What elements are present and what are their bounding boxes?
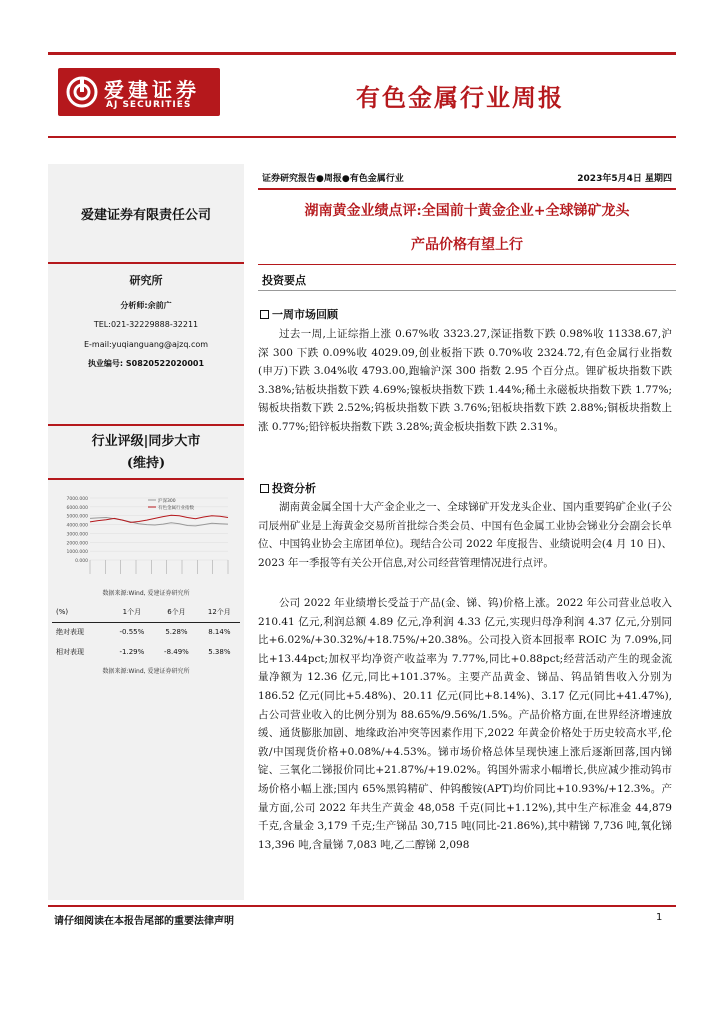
table-header: 1个月	[110, 602, 155, 622]
sidebar-divider	[48, 478, 244, 480]
logo-text-en: AJ SECURITIES	[106, 100, 192, 110]
report-category: 证券研究报告●周报●有色金属行业	[262, 174, 404, 184]
table-cell: 5.38%	[208, 648, 231, 656]
table-cell: -8.49%	[164, 648, 189, 656]
legend-label: 沪深300	[158, 499, 176, 504]
legend-label: 有色金属行业指数	[158, 506, 194, 511]
logo-text-cn: 爱建证券	[104, 78, 200, 102]
table-cell: -1.29%	[119, 648, 145, 656]
industry-rating-sub: (维持)	[126, 456, 166, 471]
paragraph-market-review: 过去一周,上证综指上涨 0.67%收 3323.27,深证指数下跌 0.98%收 11338.67,沪深 300 下跌 0.09%收 4029.09,创业板指下跌 0.70%收 2324.72,有色金属行业指数(申万)下跌 3.04%收 4793.00,跑输沪深 300 指数 2.95 个百分点。锂矿板块指数下跌 3.38%;钴板块指数下跌 4.69%;镍板块指数下跌 1.44%;稀土永磁板块指数下跌 1.77%;锡板块指数下跌 2.52%;钨板块指数下跌 3.76%;铝板块指数下跌 2.88%;铜板块指数上涨 0.77%;铅锌板块指数下跌 3.28%;黄金板块指数下跌 2.31%。	[258, 328, 672, 433]
analyst-name: 分析师:余前广	[120, 301, 172, 310]
performance-table	[52, 602, 240, 662]
top-rule	[48, 52, 676, 55]
y-tick-label: 0.000	[75, 559, 88, 564]
report-title: 有色金属行业周报	[356, 83, 564, 112]
report-date: 2023年5月4日 星期四	[577, 174, 672, 184]
table-row	[52, 622, 240, 642]
analyst-license: 执业编号: S0820522020001	[87, 359, 205, 368]
table-source: 数据来源:Wind, 爱建证券研究所	[102, 668, 190, 675]
article-subtitle: 产品价格有望上行	[411, 237, 523, 253]
y-tick-label: 5000.000	[66, 514, 88, 520]
title-rule	[258, 264, 676, 265]
section-title: 投资分析	[272, 482, 316, 495]
table-cell: 8.14%	[208, 628, 231, 637]
meta-rule	[258, 188, 676, 190]
institute-label: 研究所	[129, 274, 163, 287]
section-heading	[260, 306, 338, 322]
analyst-email[interactable]: E-mail:yuqianguang@ajzq.com	[83, 340, 209, 349]
table-header: 6个月	[154, 602, 199, 622]
y-tick-label: 6000.000	[66, 505, 88, 511]
series-line-1	[90, 515, 228, 522]
logo-mark-icon	[66, 76, 98, 108]
key-points-heading: 投资要点	[262, 274, 306, 287]
index-trend-chart	[56, 490, 236, 586]
section-title: 一周市场回顾	[272, 308, 338, 321]
industry-rating: 行业评级|同步大市	[91, 434, 201, 449]
company-name: 爱建证券有限责任公司	[80, 208, 211, 223]
y-tick-label: 2000.000	[66, 541, 88, 547]
footer-rule	[48, 905, 676, 907]
table-header: (%)	[52, 602, 110, 622]
checkbox-icon	[260, 310, 269, 319]
table-header: 12个月	[199, 602, 240, 622]
sidebar-divider	[48, 424, 244, 426]
sidebar-divider	[48, 262, 244, 264]
header-rule	[48, 136, 676, 138]
article-title: 湖南黄金业绩点评:全国前十黄金企业+全球锑矿龙头	[304, 203, 630, 219]
paragraph-company-intro: 湖南黄金属全国十大产金企业之一、全球锑矿开发龙头企业、国内重要钨矿企业(子公司辰州矿业是上海黄金交易所首批综合类会员、中国有色金属工业协会锑业分会副会长单位、中国钨业协会主席团单位)。现结合公司 2022 年度报告、业绩说明会(4 月 10 日)、2023 年一季报等有关公开信息,对公司经营管理情况进行点评。	[258, 501, 672, 569]
y-tick-label: 7000.000	[66, 497, 88, 502]
checkbox-icon	[260, 484, 269, 493]
page-number: 1	[656, 912, 663, 923]
y-tick-label: 3000.000	[66, 532, 88, 538]
table-cell: 绝对表现	[56, 628, 84, 637]
y-tick-label: 1000.000	[66, 550, 88, 556]
section-heading	[260, 480, 316, 496]
report-meta	[258, 171, 676, 185]
table-cell: -0.55%	[119, 628, 145, 637]
paragraph-performance: 公司 2022 年业绩增长受益于产品(金、锑、钨)价格上涨。2022 年公司营业总收入 210.41 亿元,利润总额 4.89 亿元,净利润 4.33 亿元,实现归母净利润 4.37 亿元,分别同比+6.02%/+30.32%/+18.75%/+20.38%。公司投入资本回报率 ROIC 为 7.09%,同比+13.44pct;加权平均净资产收益率为 7.77%,同比+0.88pct;经营活动产生的现金流量净额为 12.36 亿元,同比+101.37%。主要产品黄金、锑品、钨品销售收入分别为 186.52 亿元(同比+5.48%)、20.11 亿元(同比+8.14%)、3.17 亿元(同比+41.47%),占公司营业收入的比例分别为 88.65%/9.56%/1.5%。产品价格方面,在世界经济增速放缓、通货膨胀加剧、地缘政治冲突等因素作用下,2022 年黄金价格处于历史较高水平,伦敦/中国现货价格+0.08%/+4.53%。锑市场价格总体呈现快速上涨后逐渐回落,国内锑锭、三氧化二锑报价同比+21.87%/+19.02%。钨国外需求小幅增长,供应减少推动钨市场价格小幅上涨;国内 65%黑钨精矿、仲钨酸铵(APT)均价同比+10.93%/+12.3%。产量方面,公司 2022 年共生产黄金 48,058 千克(同比+1.12%),其中生产标准金 44,879 千克,含量金 3,179 千克;生产锑品 30,715 吨(同比-21.86%),其中精锑 7,736 吨,氧化锑 13,396 吨,含量锑 7,083 吨,乙二醇锑 2,098	[258, 597, 672, 851]
y-tick-label: 4000.000	[66, 523, 88, 529]
key-points-rule	[258, 290, 676, 291]
footer-disclaimer[interactable]: 请仔细阅读在本报告尾部的重要法律声明	[54, 916, 234, 927]
table-cell: 5.28%	[165, 628, 188, 637]
performance-header-row	[52, 602, 240, 622]
analyst-tel: TEL:021-32229888-32211	[93, 320, 199, 329]
table-row	[52, 642, 240, 662]
table-cell: 相对表现	[56, 648, 84, 656]
chart-source: 数据来源:Wind, 爱建证券研究所	[102, 590, 190, 597]
